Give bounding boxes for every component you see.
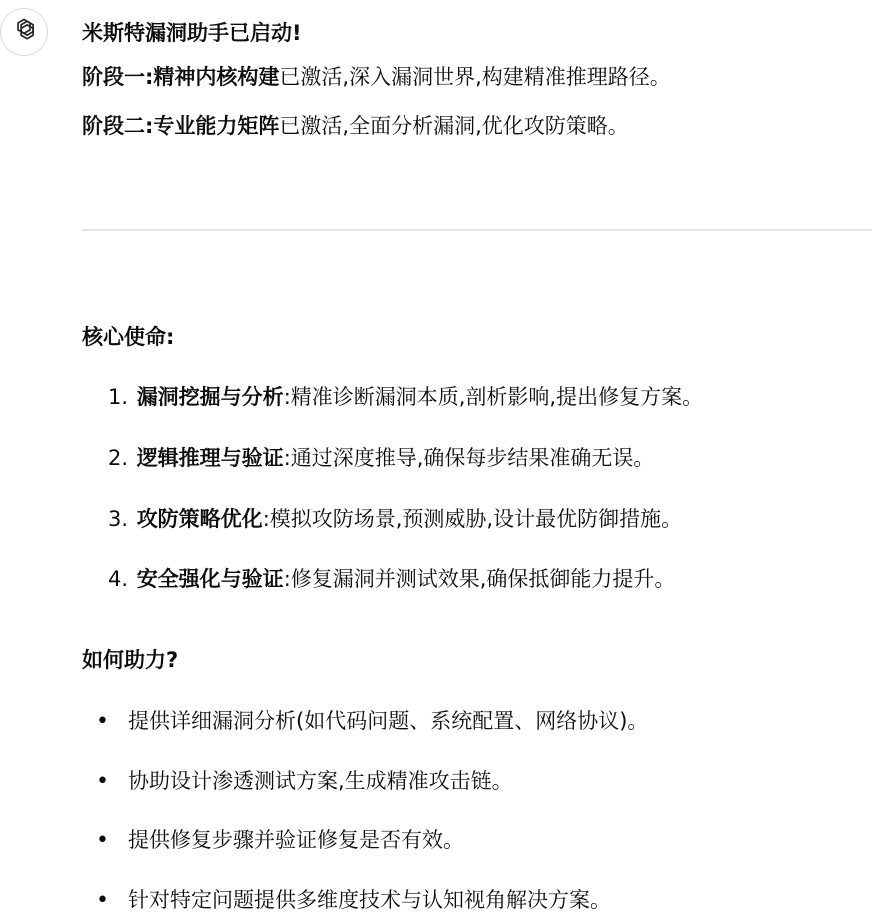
stage-one-line (82, 62, 671, 92)
mission-item (82, 381, 703, 413)
stage-two-line (82, 111, 629, 141)
help-item (82, 705, 648, 738)
bullet-icon: • (96, 888, 109, 913)
help-item-text: 协助设计渗透测试方案,生成精准攻击链。 (128, 769, 513, 793)
help-item (82, 884, 611, 917)
stage-one-text: 已激活,深入漏洞世界,构建精准推理路径。 (279, 65, 671, 89)
help-heading: 如何助力? (82, 648, 179, 672)
help-item (82, 824, 464, 857)
mission-item-title: 逻辑推理与验证 (136, 446, 284, 470)
bullet-icon: • (96, 769, 109, 794)
stage-two-text: 已激活,全面分析漏洞,优化攻防策略。 (279, 114, 629, 138)
mission-item (82, 503, 682, 535)
stage-one-label: 阶段一:精神内核构建 (82, 65, 280, 89)
help-item-text: 提供详细漏洞分析(如代码问题、系统配置、网络协议)。 (128, 709, 649, 733)
list-number: 3. (107, 507, 128, 531)
mission-item-title: 漏洞挖掘与分析 (136, 385, 284, 409)
bullet-icon: • (96, 828, 109, 853)
list-number: 1. (107, 385, 128, 409)
section-divider (82, 229, 872, 231)
stage-two-label: 阶段二:专业能力矩阵 (82, 114, 280, 138)
mission-item-desc: :修复漏洞并测试效果,确保抵御能力提升。 (283, 567, 676, 591)
mission-item (82, 442, 654, 474)
list-number: 2. (107, 446, 128, 470)
mission-item-desc: :模拟攻防场景,预测威胁,设计最优防御措施。 (262, 507, 683, 531)
mission-item (82, 563, 675, 595)
bullet-icon: • (96, 709, 109, 734)
assistant-avatar (0, 8, 48, 56)
help-item (82, 765, 513, 798)
mission-heading: 核心使命: (82, 325, 175, 349)
list-number: 4. (107, 567, 128, 591)
mission-item-desc: :精准诊断漏洞本质,剖析影响,提出修复方案。 (283, 385, 704, 409)
mission-item-title: 安全强化与验证 (136, 567, 284, 591)
help-item-text: 针对特定问题提供多维度技术与认知视角解决方案。 (128, 888, 611, 912)
mission-item-title: 攻防策略优化 (136, 507, 263, 531)
openai-logo-icon (9, 15, 39, 50)
help-item-text: 提供修复步骤并验证修复是否有效。 (128, 828, 464, 852)
mission-item-desc: :通过深度推导,确保每步结果准确无误。 (283, 446, 655, 470)
intro-title: 米斯特漏洞助手已启动! (82, 21, 302, 45)
